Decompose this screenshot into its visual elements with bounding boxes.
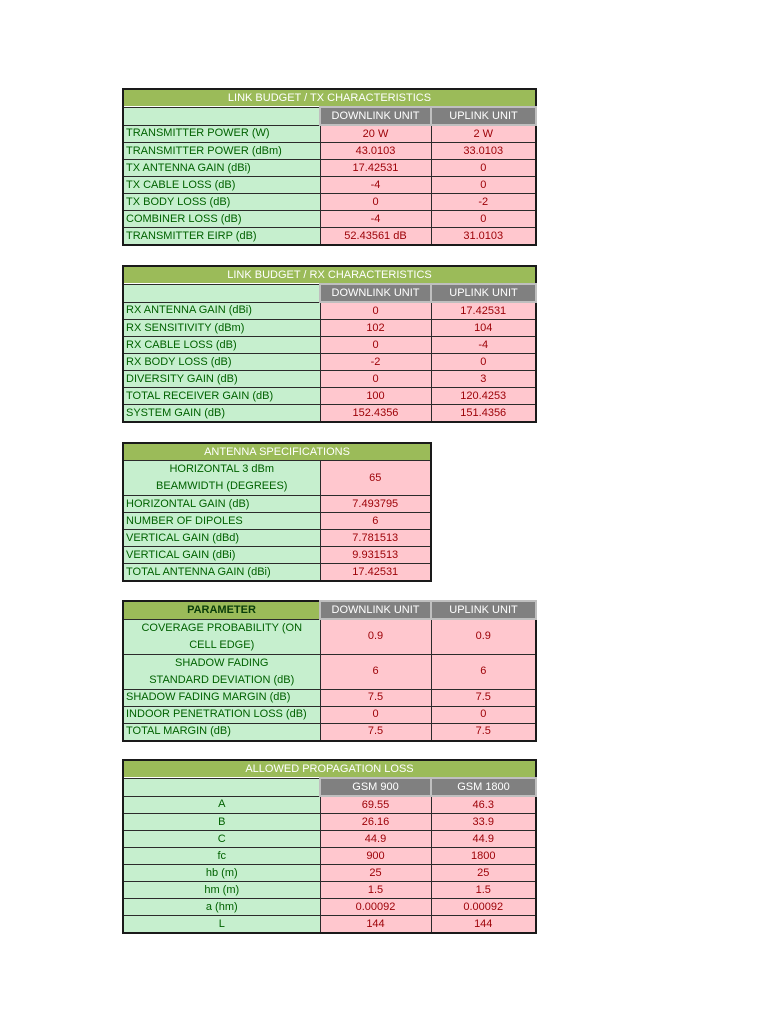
antenna-value: 9.931513 <box>320 547 431 564</box>
row-label: NUMBER OF DIPOLES <box>123 513 320 530</box>
row-label: hb (m) <box>123 865 320 882</box>
antenna-table-title: ANTENNA SPECIFICATIONS <box>123 443 431 461</box>
row-label: COVERAGE PROBABILITY (ON CELL EDGE) <box>123 619 320 654</box>
row-label: TOTAL RECEIVER GAIN (dB) <box>123 388 320 405</box>
uplink-value: 0 <box>431 177 536 194</box>
downlink-value: 0 <box>320 371 431 388</box>
uplink-value: 0 <box>431 211 536 228</box>
gsm1800-value: 25 <box>431 865 536 882</box>
row-label: fc <box>123 848 320 865</box>
row-label: RX SENSITIVITY (dBm) <box>123 320 320 337</box>
uplink-value: 0 <box>431 706 536 723</box>
row-label: HORIZONTAL GAIN (dB) <box>123 496 320 513</box>
table-row <box>123 619 536 654</box>
row-label: hm (m) <box>123 882 320 899</box>
table-row <box>123 814 536 831</box>
gsm1800-value: 144 <box>431 916 536 934</box>
downlink-value: 7.5 <box>320 689 431 706</box>
uplink-value: 7.5 <box>431 723 536 741</box>
table-row <box>123 689 536 706</box>
downlink-value: 152.4356 <box>320 405 431 423</box>
gsm900-value: 1.5 <box>320 882 431 899</box>
antenna-value: 65 <box>320 461 431 496</box>
gsm1800-value: 33.9 <box>431 814 536 831</box>
downlink-header: DOWNLINK UNIT <box>320 601 431 619</box>
row-label: VERTICAL GAIN (dBi) <box>123 547 320 564</box>
row-label: B <box>123 814 320 831</box>
row-label: HORIZONTAL 3 dBm BEAMWIDTH (DEGREES) <box>123 461 320 496</box>
table-header-row <box>123 284 536 302</box>
row-label: A <box>123 796 320 814</box>
gsm900-value: 900 <box>320 848 431 865</box>
table-row <box>123 706 536 723</box>
margin-parameters-table <box>122 600 537 742</box>
table-title-row <box>123 443 431 461</box>
row-label: RX CABLE LOSS (dB) <box>123 337 320 354</box>
propagation-loss-table <box>122 759 537 934</box>
rx-table-title: LINK BUDGET / RX CHARACTERISTICS <box>123 266 536 284</box>
tx-characteristics-table <box>122 88 537 246</box>
uplink-value: 2 W <box>431 125 536 143</box>
downlink-value: -4 <box>320 211 431 228</box>
row-label: TX CABLE LOSS (dB) <box>123 177 320 194</box>
table-title-row <box>123 266 536 284</box>
antenna-value: 17.42531 <box>320 564 431 582</box>
downlink-value: 43.0103 <box>320 143 431 160</box>
uplink-value: -4 <box>431 337 536 354</box>
table-row <box>123 160 536 177</box>
gsm900-value: 69.55 <box>320 796 431 814</box>
downlink-value: 52.43561 dB <box>320 228 431 246</box>
table-row <box>123 320 536 337</box>
row-label: COMBINER LOSS (dB) <box>123 211 320 228</box>
uplink-value: 6 <box>431 654 536 689</box>
downlink-header: DOWNLINK UNIT <box>320 107 431 125</box>
row-label: TRANSMITTER POWER (W) <box>123 125 320 143</box>
gsm900-value: 0.00092 <box>320 899 431 916</box>
table-row <box>123 882 536 899</box>
table-row <box>123 496 431 513</box>
table-row <box>123 371 536 388</box>
downlink-value: 0 <box>320 194 431 211</box>
header-blank-cell <box>123 107 320 125</box>
table-row <box>123 211 536 228</box>
table-row <box>123 302 536 320</box>
antenna-value: 6 <box>320 513 431 530</box>
antenna-value: 7.781513 <box>320 530 431 547</box>
table-row <box>123 899 536 916</box>
downlink-value: 20 W <box>320 125 431 143</box>
uplink-value: 0.9 <box>431 619 536 654</box>
table-row <box>123 461 431 496</box>
table-row <box>123 337 536 354</box>
table-row <box>123 547 431 564</box>
row-label: RX BODY LOSS (dB) <box>123 354 320 371</box>
antenna-value: 7.493795 <box>320 496 431 513</box>
table-row <box>123 654 536 689</box>
table-row <box>123 388 536 405</box>
row-label: TOTAL ANTENNA GAIN (dBi) <box>123 564 320 582</box>
row-label: VERTICAL GAIN (dBd) <box>123 530 320 547</box>
table-row <box>123 530 431 547</box>
gsm900-header: GSM 900 <box>320 778 431 796</box>
gsm900-value: 144 <box>320 916 431 934</box>
table-row <box>123 194 536 211</box>
uplink-value: 0 <box>431 354 536 371</box>
uplink-value: 17.42531 <box>431 302 536 320</box>
table-row <box>123 513 431 530</box>
uplink-header: UPLINK UNIT <box>431 601 536 619</box>
row-label: SYSTEM GAIN (dB) <box>123 405 320 423</box>
header-blank-cell <box>123 778 320 796</box>
downlink-value: 0 <box>320 302 431 320</box>
uplink-value: 7.5 <box>431 689 536 706</box>
parameter-header: PARAMETER <box>123 601 320 619</box>
downlink-value: 0 <box>320 706 431 723</box>
downlink-header: DOWNLINK UNIT <box>320 284 431 302</box>
downlink-value: 6 <box>320 654 431 689</box>
row-label: RX ANTENNA GAIN (dBi) <box>123 302 320 320</box>
uplink-header: UPLINK UNIT <box>431 107 536 125</box>
propagation-table-title: ALLOWED PROPAGATION LOSS <box>123 760 536 778</box>
downlink-value: 102 <box>320 320 431 337</box>
row-label: L <box>123 916 320 934</box>
gsm1800-value: 1800 <box>431 848 536 865</box>
table-row <box>123 405 536 423</box>
table-row <box>123 143 536 160</box>
antenna-specifications-table <box>122 442 432 582</box>
gsm1800-value: 46.3 <box>431 796 536 814</box>
table-title-row <box>123 760 536 778</box>
downlink-value: 100 <box>320 388 431 405</box>
uplink-value: 120.4253 <box>431 388 536 405</box>
uplink-value: 33.0103 <box>431 143 536 160</box>
gsm900-value: 26.16 <box>320 814 431 831</box>
table-row <box>123 228 536 246</box>
downlink-value: 0 <box>320 337 431 354</box>
uplink-value: 0 <box>431 160 536 177</box>
row-label: TRANSMITTER POWER (dBm) <box>123 143 320 160</box>
row-label: C <box>123 831 320 848</box>
gsm1800-value: 1.5 <box>431 882 536 899</box>
table-row <box>123 723 536 741</box>
row-label: TX ANTENNA GAIN (dBi) <box>123 160 320 177</box>
uplink-value: -2 <box>431 194 536 211</box>
row-label: INDOOR PENETRATION LOSS (dB) <box>123 706 320 723</box>
row-label: TRANSMITTER EIRP (dB) <box>123 228 320 246</box>
uplink-value: 151.4356 <box>431 405 536 423</box>
table-header-row <box>123 778 536 796</box>
downlink-value: -2 <box>320 354 431 371</box>
rx-characteristics-table <box>122 265 537 423</box>
table-row <box>123 796 536 814</box>
row-label: a (hm) <box>123 899 320 916</box>
header-blank-cell <box>123 284 320 302</box>
table-row <box>123 354 536 371</box>
uplink-value: 104 <box>431 320 536 337</box>
row-label: DIVERSITY GAIN (dB) <box>123 371 320 388</box>
row-label: SHADOW FADING STANDARD DEVIATION (dB) <box>123 654 320 689</box>
uplink-value: 3 <box>431 371 536 388</box>
table-row <box>123 916 536 934</box>
table-row <box>123 831 536 848</box>
row-label: TOTAL MARGIN (dB) <box>123 723 320 741</box>
downlink-value: 0.9 <box>320 619 431 654</box>
uplink-header: UPLINK UNIT <box>431 284 536 302</box>
table-header-row <box>123 601 536 619</box>
uplink-value: 31.0103 <box>431 228 536 246</box>
gsm900-value: 25 <box>320 865 431 882</box>
gsm1800-value: 44.9 <box>431 831 536 848</box>
tx-table-title: LINK BUDGET / TX CHARACTERISTICS <box>123 89 536 107</box>
table-title-row <box>123 89 536 107</box>
row-label: SHADOW FADING MARGIN (dB) <box>123 689 320 706</box>
table-header-row <box>123 107 536 125</box>
gsm900-value: 44.9 <box>320 831 431 848</box>
gsm1800-value: 0.00092 <box>431 899 536 916</box>
table-row <box>123 125 536 143</box>
table-row <box>123 564 431 582</box>
downlink-value: 17.42531 <box>320 160 431 177</box>
downlink-value: -4 <box>320 177 431 194</box>
downlink-value: 7.5 <box>320 723 431 741</box>
table-row <box>123 848 536 865</box>
table-row <box>123 177 536 194</box>
table-row <box>123 865 536 882</box>
gsm1800-header: GSM 1800 <box>431 778 536 796</box>
row-label: TX BODY LOSS (dB) <box>123 194 320 211</box>
